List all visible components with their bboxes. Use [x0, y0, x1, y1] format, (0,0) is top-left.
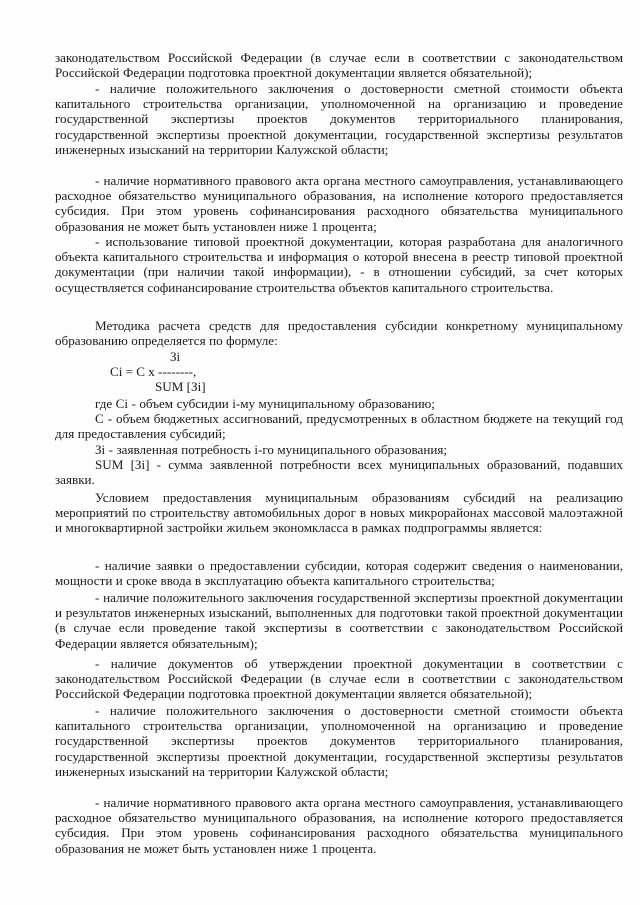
definition-c: С - объем бюджетных ассигнований, предусмотренных в областном бюджете на текущий год для предоставления субсидий;: [55, 411, 623, 442]
paragraph-method-intro: Методика расчета средств для предоставления субсидии конкретному муниципальному образованию определяется по формуле:: [55, 318, 623, 349]
paragraph-condition-state-expertise: - наличие положительного заключения государственной экспертизы проектной документации и результатов инженерных изысканий, выполненных для подготовки такой проектной документации (в случае если проведение такой экспертизы в соответствии с законодательством Российской Федерации является обязательным);: [55, 590, 623, 651]
paragraph-condition-legal-act: - наличие нормативного правового акта органа местного самоуправления, устанавливающего расходное обязательство муниципального образования, на исполнение которого предоставляется субсидия. При этом уровень софинансирования расходного обязательства муниципального образования не может быть установлен ниже 1 процента;: [55, 173, 623, 234]
paragraph-continuation: законодательством Российской Федерации (в случае если в соответствии с законодательством Российской Федерации подготовка проектной документации является обязательной);: [55, 50, 623, 81]
definition-ci: где Ci - объем субсидии i-му муниципальному образованию;: [95, 396, 435, 411]
paragraph-roads-condition: Условием предоставления муниципальным образованиям субсидий на реализацию мероприятий по строительству автомобильных дорог в новых микрорайонах массовой малоэтажной и многоквартирной застройки жильем экономкласса в рамках подпрограммы является:: [55, 490, 623, 536]
formula-main: Ci = C x --------,: [110, 364, 197, 379]
formula-numerator: Зi: [170, 349, 181, 364]
paragraph-condition-legal-act-2: - наличие нормативного правового акта органа местного самоуправления, устанавливающего расходное обязательство муниципального образования, на исполнение которого предоставляется субсидия. При этом уровень софинансирования расходного обязательства муниципального образования не может быть установлен ниже 1 процента.: [55, 795, 623, 856]
definition-zi: Зi - заявленная потребность i-го муниципального образования;: [95, 442, 448, 457]
paragraph-condition-estimate-2: - наличие положительного заключения о достоверности сметной стоимости объекта капитального строительства организации, уполномоченной на организацию и проведение государственной экспертизы проектов документов территориального планирования, государственной экспертизы проектной документации, государственной экспертизы результатов инженерных изысканий на территории Калужской области;: [55, 703, 623, 779]
formula-denominator: SUM [Зi]: [155, 379, 206, 394]
paragraph-condition-application: - наличие заявки о предоставлении субсидии, которая содержит сведения о наименовании, мощности и сроке ввода в эксплуатацию объекта капитального строительства;: [55, 558, 623, 589]
paragraph-condition-approval-docs: - наличие документов об утверждении проектной документации в соответствии с законодательством Российской Федерации (в случае если в соответствии с законодательством Российской Федерации подготовка проектной документации является обязательной);: [55, 656, 623, 702]
paragraph-condition-estimate: - наличие положительного заключения о достоверности сметной стоимости объекта капитального строительства организации, уполномоченной на организацию и проведение государственной экспертизы проектов документов территориального планирования, государственной экспертизы проектной документации, государственной экспертизы результатов инженерных изысканий на территории Калужской области;: [55, 81, 623, 157]
definition-sum: SUM [Зi] - сумма заявленной потребности всех муниципальных образований, подавших заявки.: [55, 457, 623, 488]
paragraph-condition-typical-docs: - использование типовой проектной документации, которая разработана для аналогичного объекта капитального строительства и информация о которой внесена в реестр типовой проектной документации (при наличии такой информации), - в отношении субсидий, за счет которых осуществляется софинансирование строительства объектов капитального строительства.: [55, 234, 623, 295]
